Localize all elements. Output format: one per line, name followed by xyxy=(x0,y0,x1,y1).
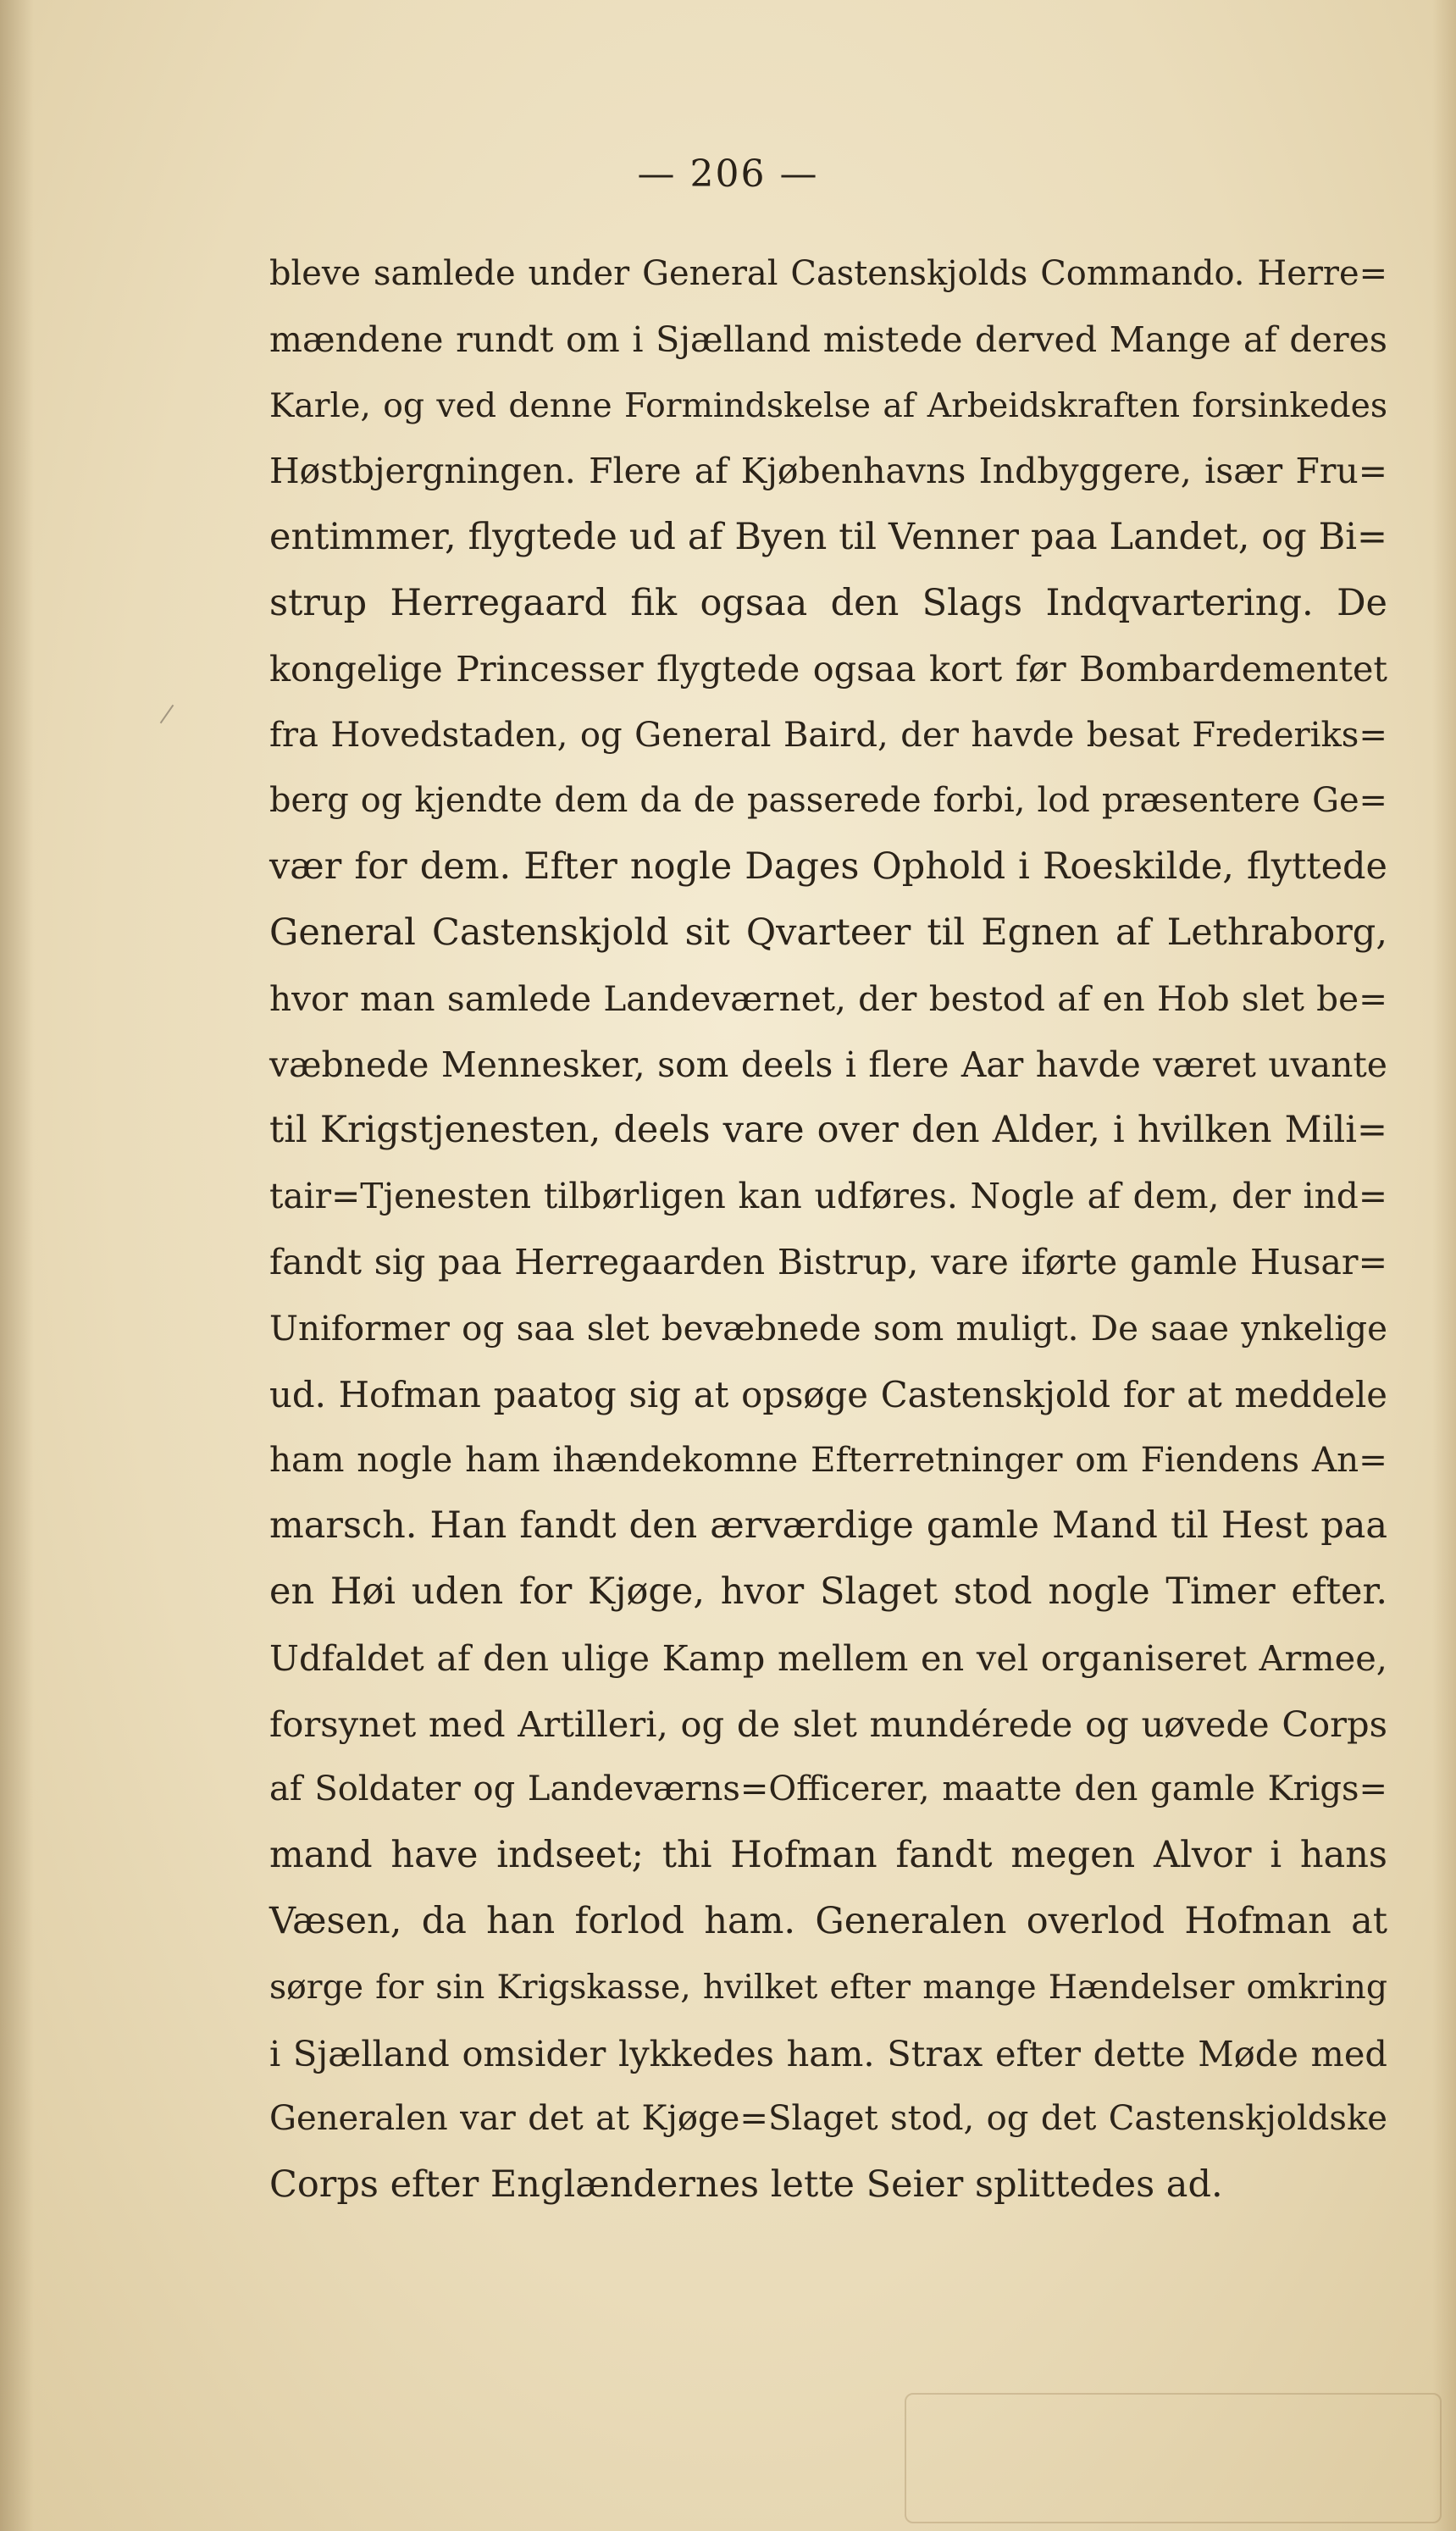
text-line: tair=Tjenesten tilbørligen kan udføres. Nogle af dem, der ind= xyxy=(269,1176,1387,1217)
text-line: Karle, og ved denne Formindskelse af Arbeidskraften forsinkedes xyxy=(269,386,1387,425)
text-line: forsynet med Artilleri, og de slet mundérede og uøvede Corps xyxy=(269,1703,1387,1745)
text-line: fandt sig paa Herregaarden Bistrup, vare iførte gamle Husar= xyxy=(269,1241,1387,1282)
text-line: i Sjælland omsider lykkedes ham. Strax efter dette Møde med xyxy=(269,2032,1387,2074)
text-line: Generalen var det at Kjøge=Slaget stod, og det Castenskjoldske xyxy=(269,2099,1387,2139)
text-line: Væsen, da han forlod ham. Generalen overlod Hofman at xyxy=(269,1899,1387,1942)
text-line: af Soldater og Landeværns=Officerer, maatte den gamle Krigs= xyxy=(269,1769,1387,1809)
text-line: berg og kjendte dem da de passerede forbi, lod præsentere Ge= xyxy=(269,781,1387,821)
text-line: mændene rundt om i Sjælland mistede derved Mange af deres xyxy=(269,318,1387,360)
text-line: strup Herregaard fik ogsaa den Slags Indqvartering. De xyxy=(269,581,1387,624)
text-line: hvor man samlede Landeværnet, der bestod af en Hob slet be= xyxy=(269,978,1387,1019)
page-number: — 206 — xyxy=(637,152,819,196)
text-line: ham nogle ham ihændekomne Efterretninger om Fiendens An= xyxy=(269,1439,1387,1481)
text-line: Høstbjergningen. Flere af Kjøbenhavns Indbyggere, især Fru= xyxy=(269,451,1387,492)
text-line: væbnede Mennesker, som deels i flere Aar havde været uvante xyxy=(269,1044,1387,1085)
text-line: sørge for sin Krigskasse, hvilket efter mange Hændelser omkring xyxy=(269,1968,1387,2007)
text-line: fra Hovedstaden, og General Baird, der havde besat Frederiks= xyxy=(269,715,1387,755)
page-edge-shadow xyxy=(1432,0,1456,2531)
text-line: en Høi uden for Kjøge, hvor Slaget stod nogle Timer efter. xyxy=(269,1570,1387,1613)
text-line: kongelige Princesser flygtede ogsaa kort før Bombardementet xyxy=(269,648,1387,690)
text-line: Uniformer og saa slet bevæbnede som muligt. De saae ynkelige xyxy=(269,1308,1387,1349)
text-line: bleve samlede under General Castenskjolds Commando. Herre= xyxy=(269,254,1387,293)
pencil-mark xyxy=(160,705,174,723)
text-line: Udfaldet af den ulige Kamp mellem en vel organiseret Armee, xyxy=(269,1637,1387,1679)
body-text xyxy=(269,241,1387,2218)
text-line: entimmer, flygtede ud af Byen til Venner paa Landet, og Bi= xyxy=(269,516,1387,559)
text-line: vær for dem. Efter nogle Dages Ophold i Roeskilde, flyttede xyxy=(269,845,1387,889)
text-line: ud. Hofman paatog sig at opsøge Castenskjold for at meddele xyxy=(269,1373,1387,1415)
text-line: til Krigstjenesten, deels vare over den Alder, i hvilken Mili= xyxy=(269,1109,1387,1152)
faded-stamp-outline xyxy=(905,2393,1442,2523)
text-line: General Castenskjold sit Qvarteer til Egnen af Lethraborg, xyxy=(269,911,1387,954)
text-line: mand have indseet; thi Hofman fandt megen Alvor i hans xyxy=(269,1834,1387,1877)
spine-shadow xyxy=(0,0,34,2531)
text-line: marsch. Han fandt den ærværdige gamle Mand til Hest paa xyxy=(269,1504,1387,1548)
text-line: Corps efter Englændernes lette Seier splittedes ad. xyxy=(269,2163,1223,2207)
